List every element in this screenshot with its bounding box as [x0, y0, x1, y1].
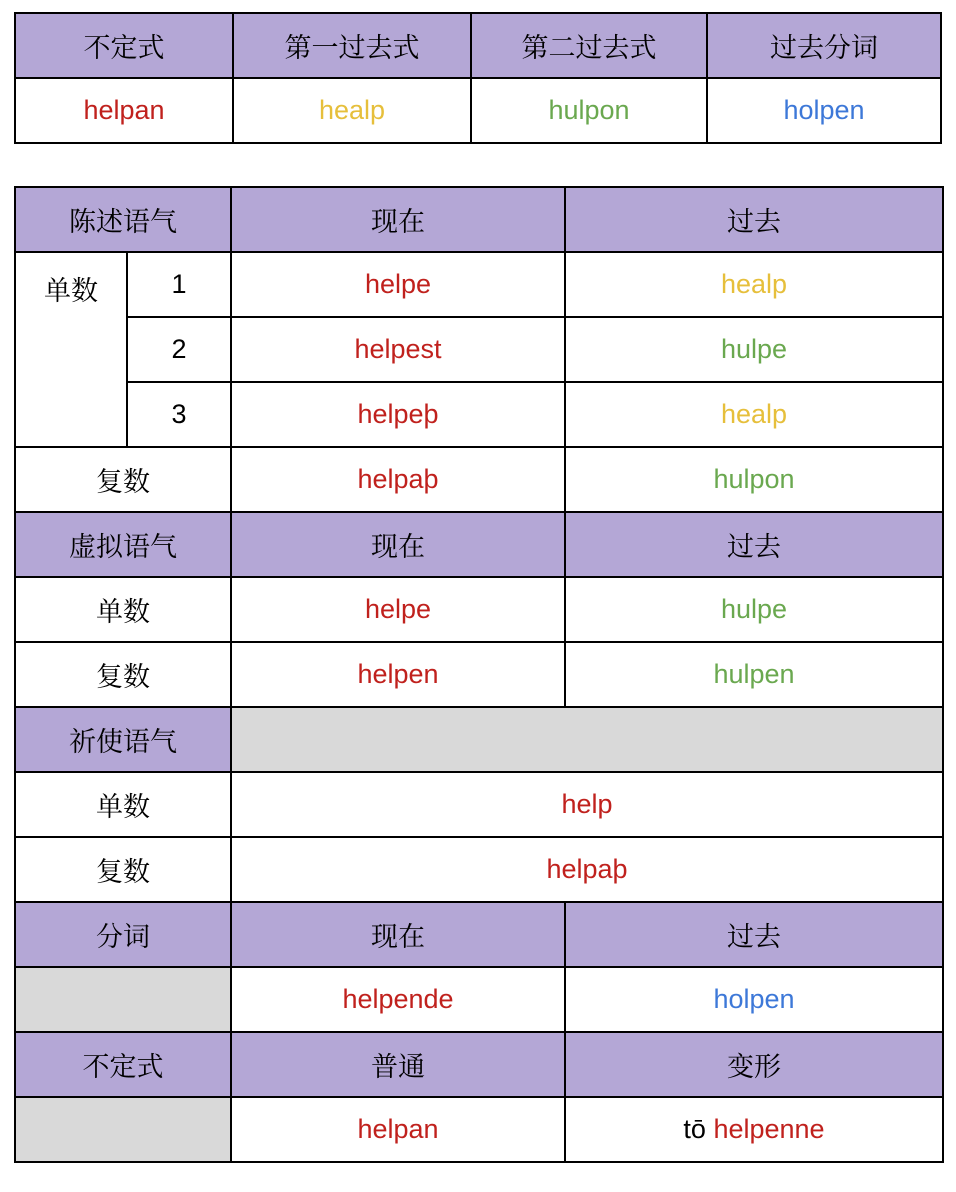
- participle-empty-cell: [15, 967, 231, 1032]
- subjunctive-plural-label: 复数: [15, 642, 231, 707]
- principal-parts-table: [14, 12, 942, 144]
- imperative-singular-form: help: [231, 772, 943, 837]
- participle-label: 分词: [15, 902, 231, 967]
- indicative-row-1: [15, 252, 943, 317]
- subjunctive-plural-row: [15, 642, 943, 707]
- indicative-label: 陈述语气: [15, 187, 231, 252]
- subjunctive-plural-past: hulpen: [565, 642, 943, 707]
- header-infinitive: 不定式: [15, 13, 233, 78]
- indicative-row-2: [15, 317, 943, 382]
- subjunctive-singular-present: helpe: [231, 577, 565, 642]
- imperative-singular-row: [15, 772, 943, 837]
- participle-past-form: holpen: [565, 967, 943, 1032]
- participle-past-header: 过去: [565, 902, 943, 967]
- infinitive-plain-form: helpan: [231, 1097, 565, 1162]
- imperative-plural-row: [15, 837, 943, 902]
- indicative-present-header: 现在: [231, 187, 565, 252]
- conjugation-table: [14, 186, 944, 1163]
- indicative-past-1: healp: [565, 252, 943, 317]
- indicative-header-row: [15, 187, 943, 252]
- indicative-plural-row: [15, 447, 943, 512]
- imperative-singular-label: 单数: [15, 772, 231, 837]
- value-second-preterite: hulpon: [471, 78, 707, 143]
- imperative-plural-form: helpaþ: [231, 837, 943, 902]
- person-3: 3: [127, 382, 231, 447]
- subjunctive-header-row: [15, 512, 943, 577]
- person-1: 1: [127, 252, 231, 317]
- subjunctive-singular-row: [15, 577, 943, 642]
- indicative-past-header: 过去: [565, 187, 943, 252]
- infinitive-form-row: [15, 1097, 943, 1162]
- imperative-empty-cell: [231, 707, 943, 772]
- infinitive-plain-header: 普通: [231, 1032, 565, 1097]
- imperative-label: 祈使语气: [15, 707, 231, 772]
- imperative-header-row: [15, 707, 943, 772]
- participle-header-row: [15, 902, 943, 967]
- indicative-row-3: [15, 382, 943, 447]
- value-first-preterite: healp: [233, 78, 471, 143]
- header-first-preterite: 第一过去式: [233, 13, 471, 78]
- indicative-present-1: helpe: [231, 252, 565, 317]
- subjunctive-present-header: 现在: [231, 512, 565, 577]
- subjunctive-label: 虚拟语气: [15, 512, 231, 577]
- header-second-preterite: 第二过去式: [471, 13, 707, 78]
- infinitive-header-row: [15, 1032, 943, 1097]
- person-2: 2: [127, 317, 231, 382]
- value-infinitive: helpan: [15, 78, 233, 143]
- principal-parts-value-row: [15, 78, 941, 143]
- value-past-participle: holpen: [707, 78, 941, 143]
- indicative-plural-past: hulpon: [565, 447, 943, 512]
- subjunctive-past-header: 过去: [565, 512, 943, 577]
- infinitive-label: 不定式: [15, 1032, 231, 1097]
- indicative-plural-present: helpaþ: [231, 447, 565, 512]
- participle-present-header: 现在: [231, 902, 565, 967]
- subjunctive-plural-present: helpen: [231, 642, 565, 707]
- imperative-plural-label: 复数: [15, 837, 231, 902]
- subjunctive-singular-label: 单数: [15, 577, 231, 642]
- participle-form-row: [15, 967, 943, 1032]
- infinitive-inflected-header: 变形: [565, 1032, 943, 1097]
- header-past-participle: 过去分词: [707, 13, 941, 78]
- subjunctive-singular-past: hulpe: [565, 577, 943, 642]
- indicative-past-2: hulpe: [565, 317, 943, 382]
- indicative-plural-label: 复数: [15, 447, 231, 512]
- indicative-present-2: helpest: [231, 317, 565, 382]
- infinitive-inflected-cell: [565, 1097, 943, 1162]
- infinitive-inflected-prefix: tō: [683, 1114, 706, 1144]
- indicative-past-3: healp: [565, 382, 943, 447]
- indicative-singular-label: 单数: [15, 252, 127, 447]
- principal-parts-header-row: [15, 13, 941, 78]
- infinitive-inflected-form: helpenne: [713, 1114, 825, 1144]
- indicative-present-3: helpeþ: [231, 382, 565, 447]
- participle-present-form: helpende: [231, 967, 565, 1032]
- infinitive-empty-cell: [15, 1097, 231, 1162]
